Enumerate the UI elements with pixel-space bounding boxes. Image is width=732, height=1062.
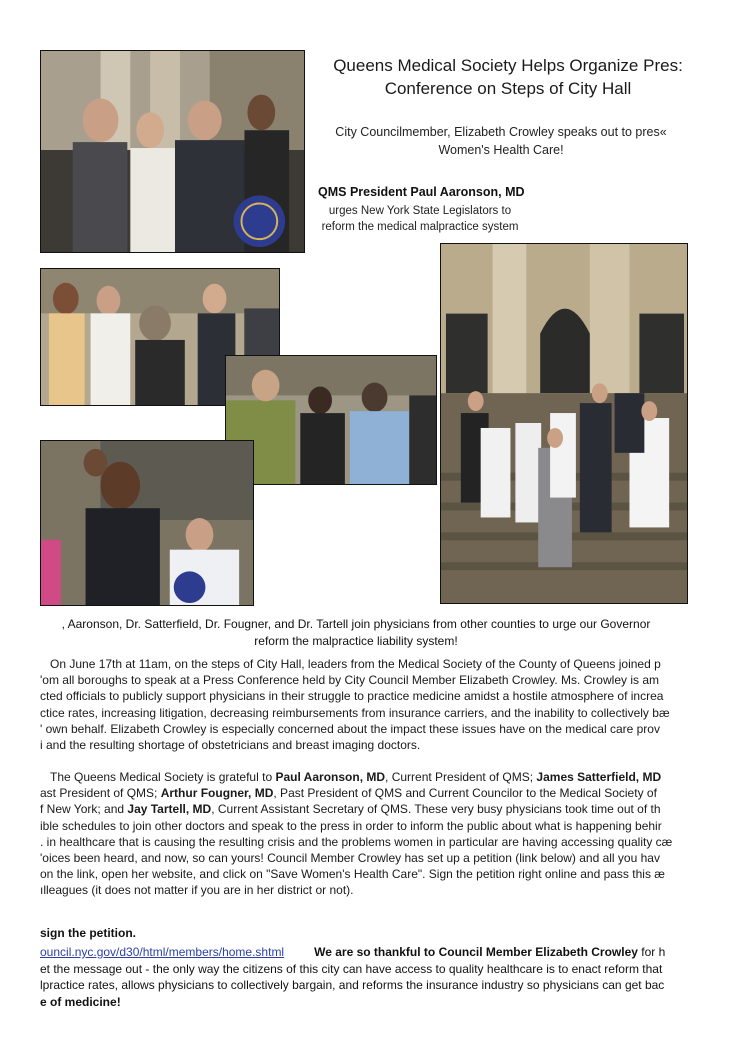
- paragraph-line: on the link, open her website, and click on "Save Women's Health Care". Sign the petition right online and pass this æ: [40, 867, 665, 882]
- paragraph-line: ctice rates, increasing litigation, decreasing reimbursements from insurance carriers, and the inability to collectively bæ: [40, 705, 670, 720]
- paragraph-line: [40, 801, 692, 817]
- paragraph-line: [40, 769, 692, 785]
- paragraph-line: ' own behalf. Elizabeth Crowley is especially concerned about the impact these issues have on the medical care prov: [40, 721, 660, 736]
- caption-line-1: , Aaronson, Dr. Satterfield, Dr. Fougner, and Dr. Tartell join physicians from other counties to urge our Governor: [61, 617, 651, 631]
- subhead-line-2: Women's Health Care!: [438, 143, 564, 157]
- text-run: , Past President of QMS and Current Councilor to the Medical Society of: [273, 786, 657, 801]
- paragraph-line: 'om all boroughs to speak at a Press Conference held by City Council Member Elizabeth Crowley. Ms. Crowley is am: [40, 673, 659, 688]
- councilmember-subhead: [306, 123, 696, 159]
- petition-line: lpractice rates, allows physicians to collectively bargain, and reforms the insurance industry so physicians can get bac: [40, 978, 665, 992]
- paragraph-line: . in healthcare that is causing the resulting crisis and the problems women in particular are having accessing quality cæ: [40, 834, 673, 849]
- body-paragraph-1: [40, 656, 692, 753]
- name-satterfield: James Satterfield, MD: [536, 770, 662, 784]
- paragraph-line: On June 17th at 11am, on the steps of City Hall, leaders from the Medical Society of the County of Queens joined p: [50, 657, 661, 671]
- text-run: ast President of QMS;: [40, 786, 161, 801]
- press-conference-podium-photo: [40, 50, 305, 253]
- paragraph-line: cted officials to publicly support physicians in their struggle to practice medicine amidst a hostile atmosphere of increa: [40, 689, 664, 704]
- thanks-rest: for h: [637, 945, 666, 959]
- petition-heading: sign the petition.: [40, 926, 136, 940]
- subhead-line-1: City Councilmember, Elizabeth Crowley speaks out to pres«: [335, 125, 667, 139]
- petition-link[interactable]: ouncil.nyc.gov/d30/html/members/home.shtml: [40, 945, 285, 959]
- paragraph-line: 'oices been heard, and now, so can yours! Council Member Crowley has set up a petition (link below) and all you hav: [40, 851, 660, 866]
- petition-line: e of medicine!: [40, 994, 121, 1009]
- article-headline: [318, 54, 698, 100]
- audience-listening-photo: [225, 355, 437, 485]
- text-run: f New York; and: [40, 802, 128, 817]
- text-run: , Current President of QMS;: [385, 770, 537, 784]
- text-run: , Current Assistant Secretary of QMS. These very busy physicians took time out of th: [211, 802, 661, 817]
- qms-president-subtext: [320, 203, 520, 235]
- photo-caption: [20, 616, 692, 650]
- text-run: The Queens Medical Society is grateful to: [50, 770, 276, 784]
- caption-line-2: reform the malpractice liability system!: [254, 634, 458, 648]
- petition-line: et the message out - the only way the citizens of this city can have access to quality healthcare is to enact reform that: [40, 961, 663, 976]
- name-tartell: Jay Tartell, MD: [127, 802, 212, 817]
- thanks-bold: We are so thankful to Council Member Elizabeth Crowley: [314, 945, 638, 959]
- paragraph-line: [40, 785, 692, 801]
- qms-president-title: QMS President Paul Aaronson, MD: [318, 185, 525, 199]
- petition-line: [40, 944, 692, 961]
- qms-subtext-line-2: reform the medical malpractice system: [321, 221, 519, 233]
- petition-section: [40, 944, 692, 1010]
- paragraph-line: ılleagues (it does not matter if you are in her district or not).: [40, 883, 354, 898]
- headline-line-1: Queens Medical Society Helps Organize Pres:: [333, 56, 683, 75]
- paragraph-line: i and the resulting shortage of obstetricians and breast imaging doctors.: [40, 738, 421, 753]
- body-paragraph-2: [40, 769, 692, 899]
- name-fougner: Arthur Fougner, MD: [160, 786, 274, 801]
- headline-line-2: Conference on Steps of City Hall: [384, 79, 632, 98]
- name-aaronson: Paul Aaronson, MD: [275, 770, 386, 784]
- city-hall-steps-group-photo: [440, 243, 688, 604]
- paragraph-line: ible schedules to join other doctors and speak to the press in order to inform the public about what is happening behir: [40, 818, 662, 833]
- speaker-gesturing-photo: [40, 440, 254, 606]
- qms-subtext-line-1: urges New York State Legislators to: [328, 205, 512, 217]
